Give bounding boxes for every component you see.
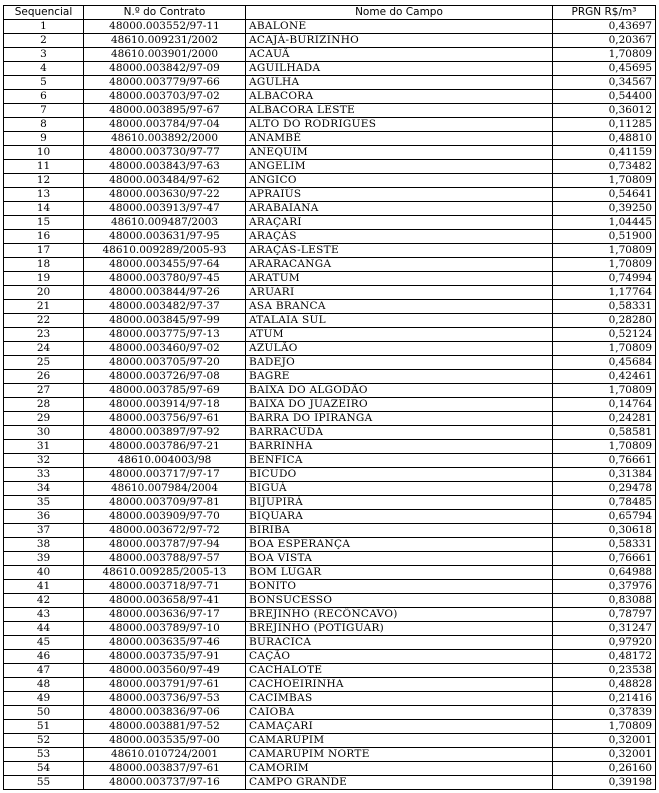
contract-cell: 48000.003837/97-61 — [84, 762, 246, 776]
table-row — [4, 664, 656, 678]
contract-cell: 48000.003756/97-61 — [84, 412, 246, 426]
seq-cell: 7 — [4, 104, 84, 118]
table-row — [4, 412, 656, 426]
seq-cell: 38 — [4, 538, 84, 552]
field-name-cell: AZULÃO — [246, 342, 553, 356]
table-row — [4, 622, 656, 636]
seq-cell: 16 — [4, 230, 84, 244]
contract-cell: 48000.003737/97-16 — [84, 776, 246, 790]
prgn-cell: 0,39250 — [553, 202, 656, 216]
field-name-cell: BIJUPIRÁ — [246, 496, 553, 510]
seq-cell: 22 — [4, 314, 84, 328]
contract-cell: 48000.003484/97-62 — [84, 174, 246, 188]
table-row — [4, 706, 656, 720]
seq-cell: 33 — [4, 468, 84, 482]
contract-cell: 48000.003913/97-47 — [84, 202, 246, 216]
prgn-cell: 0,45684 — [553, 356, 656, 370]
table-row — [4, 356, 656, 370]
contract-cell: 48000.003635/97-46 — [84, 636, 246, 650]
field-name-cell: ARAÇARI — [246, 216, 553, 230]
prgn-cell: 0,48172 — [553, 650, 656, 664]
table-row — [4, 426, 656, 440]
field-name-cell: APRAIÚS — [246, 188, 553, 202]
prgn-cell: 0,11285 — [553, 118, 656, 132]
seq-cell: 35 — [4, 496, 84, 510]
prgn-cell: 0,73482 — [553, 160, 656, 174]
seq-cell: 45 — [4, 636, 84, 650]
contract-cell: 48000.003672/97-72 — [84, 524, 246, 538]
contract-cell: 48000.003914/97-18 — [84, 398, 246, 412]
contract-cell: 48000.003535/97-00 — [84, 734, 246, 748]
contract-cell: 48610.009285/2005-13 — [84, 566, 246, 580]
prgn-cell: 1,70809 — [553, 258, 656, 272]
table-row — [4, 608, 656, 622]
field-name-cell: CAMORIM — [246, 762, 553, 776]
prgn-cell: 0,48810 — [553, 132, 656, 146]
field-name-cell: AGULHA — [246, 76, 553, 90]
field-name-cell: BARRACUDA — [246, 426, 553, 440]
table-body — [4, 20, 656, 790]
seq-cell: 41 — [4, 580, 84, 594]
table-row — [4, 776, 656, 790]
table-row — [4, 146, 656, 160]
prgn-cell: 1,04445 — [553, 216, 656, 230]
field-name-cell: ALBACORA LESTE — [246, 104, 553, 118]
table-row — [4, 314, 656, 328]
prgn-cell: 1,70809 — [553, 244, 656, 258]
table-row — [4, 244, 656, 258]
contract-cell: 48000.003730/97-77 — [84, 146, 246, 160]
contract-cell: 48000.003658/97-41 — [84, 594, 246, 608]
prgn-cell: 0,58581 — [553, 426, 656, 440]
prgn-cell: 0,97920 — [553, 636, 656, 650]
prgn-cell: 0,32001 — [553, 748, 656, 762]
contract-cell: 48000.003736/97-53 — [84, 692, 246, 706]
field-name-cell: CACIMBAS — [246, 692, 553, 706]
contract-cell: 48000.003789/97-10 — [84, 622, 246, 636]
field-name-cell: BADEJO — [246, 356, 553, 370]
table-row — [4, 216, 656, 230]
prgn-cell: 0,37976 — [553, 580, 656, 594]
seq-cell: 36 — [4, 510, 84, 524]
seq-cell: 53 — [4, 748, 84, 762]
seq-cell: 39 — [4, 552, 84, 566]
prgn-cell: 0,30618 — [553, 524, 656, 538]
field-name-cell: BREJINHO (POTIGUAR) — [246, 622, 553, 636]
seq-cell: 1 — [4, 20, 84, 34]
contract-cell: 48000.003784/97-04 — [84, 118, 246, 132]
table-row — [4, 384, 656, 398]
contract-cell: 48000.003631/97-95 — [84, 230, 246, 244]
field-name-cell: ANEQUIM — [246, 146, 553, 160]
field-name-cell: ANGELIM — [246, 160, 553, 174]
prgn-cell: 0,28280 — [553, 314, 656, 328]
field-name-cell: ANAMBÉ — [246, 132, 553, 146]
field-name-cell: ACAJÁ-BURIZINHO — [246, 34, 553, 48]
contract-cell: 48000.003630/97-22 — [84, 188, 246, 202]
prgn-cell: 1,70809 — [553, 384, 656, 398]
contract-cell: 48000.003897/97-92 — [84, 426, 246, 440]
contract-cell: 48000.003779/97-66 — [84, 76, 246, 90]
seq-cell: 49 — [4, 692, 84, 706]
contract-cell: 48000.003482/97-37 — [84, 300, 246, 314]
field-name-cell: ABALONE — [246, 20, 553, 34]
field-name-cell: CACHALOTE — [246, 664, 553, 678]
prgn-cell: 0,20367 — [553, 34, 656, 48]
table-row — [4, 62, 656, 76]
field-name-cell: ATUM — [246, 328, 553, 342]
contract-cell: 48610.004003/98 — [84, 454, 246, 468]
field-name-cell: CAMAÇARI — [246, 720, 553, 734]
seq-cell: 9 — [4, 132, 84, 146]
prgn-cell: 0,43697 — [553, 20, 656, 34]
seq-cell: 52 — [4, 734, 84, 748]
contract-cell: 48610.009487/2003 — [84, 216, 246, 230]
seq-cell: 44 — [4, 622, 84, 636]
table-row — [4, 510, 656, 524]
table-row — [4, 342, 656, 356]
table-row — [4, 286, 656, 300]
table-row — [4, 524, 656, 538]
field-name-cell: ACAUÃ — [246, 48, 553, 62]
prgn-cell: 0,31247 — [553, 622, 656, 636]
prgn-cell: 0,23538 — [553, 664, 656, 678]
table-row — [4, 552, 656, 566]
contract-cell: 48000.003703/97-02 — [84, 90, 246, 104]
table-row — [4, 594, 656, 608]
seq-cell: 17 — [4, 244, 84, 258]
header-prgn: PRGN R$/m³ — [553, 6, 656, 20]
prgn-cell: 0,26160 — [553, 762, 656, 776]
field-name-cell: CAMPO GRANDE — [246, 776, 553, 790]
prgn-cell: 0,58331 — [553, 300, 656, 314]
seq-cell: 37 — [4, 524, 84, 538]
seq-cell: 20 — [4, 286, 84, 300]
field-name-cell: BENFICA — [246, 454, 553, 468]
seq-cell: 42 — [4, 594, 84, 608]
seq-cell: 47 — [4, 664, 84, 678]
field-name-cell: ARUARI — [246, 286, 553, 300]
field-name-cell: ALTO DO RODRIGUES — [246, 118, 553, 132]
prgn-cell: 0,45695 — [553, 62, 656, 76]
seq-cell: 31 — [4, 440, 84, 454]
contract-cell: 48000.003845/97-99 — [84, 314, 246, 328]
table-row — [4, 538, 656, 552]
table-row — [4, 272, 656, 286]
prgn-cell: 0,58331 — [553, 538, 656, 552]
field-name-cell: ALBACORA — [246, 90, 553, 104]
field-name-cell: BOA VISTA — [246, 552, 553, 566]
seq-cell: 11 — [4, 160, 84, 174]
seq-cell: 21 — [4, 300, 84, 314]
seq-cell: 15 — [4, 216, 84, 230]
field-name-cell: CAMARUPIM NORTE — [246, 748, 553, 762]
prgn-cell: 0,34567 — [553, 76, 656, 90]
field-name-cell: BIRIBA — [246, 524, 553, 538]
field-name-cell: ATALAIA SUL — [246, 314, 553, 328]
table-row — [4, 300, 656, 314]
contract-cell: 48000.003842/97-09 — [84, 62, 246, 76]
table-header — [4, 6, 656, 20]
contract-cell: 48000.003881/97-52 — [84, 720, 246, 734]
field-name-cell: BOM LUGAR — [246, 566, 553, 580]
contract-cell: 48000.003780/97-45 — [84, 272, 246, 286]
table-row — [4, 188, 656, 202]
contract-cell: 48000.003895/97-67 — [84, 104, 246, 118]
seq-cell: 28 — [4, 398, 84, 412]
table-row — [4, 692, 656, 706]
field-name-cell: BAGRE — [246, 370, 553, 384]
contract-cell: 48000.003836/97-06 — [84, 706, 246, 720]
seq-cell: 24 — [4, 342, 84, 356]
field-name-cell: ARABAIANA — [246, 202, 553, 216]
prgn-cell: 0,51900 — [553, 230, 656, 244]
table-row — [4, 734, 656, 748]
prgn-cell: 0,52124 — [553, 328, 656, 342]
prgn-cell: 0,76661 — [553, 454, 656, 468]
seq-cell: 5 — [4, 76, 84, 90]
seq-cell: 54 — [4, 762, 84, 776]
contract-cell: 48000.003844/97-26 — [84, 286, 246, 300]
field-name-cell: BAIXA DO JUAZEIRO — [246, 398, 553, 412]
prgn-cell: 0,76661 — [553, 552, 656, 566]
field-name-cell: CACHOEIRINHA — [246, 678, 553, 692]
table-row — [4, 34, 656, 48]
table-row — [4, 90, 656, 104]
seq-cell: 6 — [4, 90, 84, 104]
seq-cell: 18 — [4, 258, 84, 272]
seq-cell: 13 — [4, 188, 84, 202]
prgn-cell: 0,21416 — [553, 692, 656, 706]
contract-cell: 48000.003560/97-49 — [84, 664, 246, 678]
seq-cell: 51 — [4, 720, 84, 734]
field-name-cell: BONSUCESSO — [246, 594, 553, 608]
prgn-cell: 0,83088 — [553, 594, 656, 608]
prgn-cell: 0,31384 — [553, 468, 656, 482]
table-row — [4, 468, 656, 482]
table-row — [4, 328, 656, 342]
field-name-cell: BIQUARA — [246, 510, 553, 524]
field-name-cell: ARARACANGA — [246, 258, 553, 272]
prgn-cell: 0,39198 — [553, 776, 656, 790]
field-prices-table — [3, 5, 656, 790]
prgn-cell: 0,42461 — [553, 370, 656, 384]
seq-cell: 27 — [4, 384, 84, 398]
table-row — [4, 258, 656, 272]
table-row — [4, 104, 656, 118]
prgn-cell: 0,78797 — [553, 608, 656, 622]
header-sequencial: Sequencial — [4, 6, 84, 20]
contract-cell: 48000.003460/97-02 — [84, 342, 246, 356]
table-row — [4, 398, 656, 412]
table-row — [4, 48, 656, 62]
seq-cell: 40 — [4, 566, 84, 580]
field-name-cell: AGUILHADA — [246, 62, 553, 76]
seq-cell: 4 — [4, 62, 84, 76]
field-name-cell: BAIXA DO ALGODÃO — [246, 384, 553, 398]
table-row — [4, 636, 656, 650]
prgn-cell: 1,70809 — [553, 440, 656, 454]
field-name-cell: BARRA DO IPIRANGA — [246, 412, 553, 426]
field-name-cell: BOA ESPERANÇA — [246, 538, 553, 552]
table-row — [4, 580, 656, 594]
contract-cell: 48000.003552/97-11 — [84, 20, 246, 34]
field-name-cell: ASA BRANCA — [246, 300, 553, 314]
contract-cell: 48000.003786/97-21 — [84, 440, 246, 454]
field-name-cell: ARATUM — [246, 272, 553, 286]
field-name-cell: CAÇÃO — [246, 650, 553, 664]
field-name-cell: BURACICA — [246, 636, 553, 650]
table-row — [4, 678, 656, 692]
table-row — [4, 566, 656, 580]
prgn-cell: 0,14764 — [553, 398, 656, 412]
prgn-cell: 0,54641 — [553, 188, 656, 202]
contract-cell: 48610.003901/2000 — [84, 48, 246, 62]
table-row — [4, 762, 656, 776]
contract-cell: 48000.003735/97-91 — [84, 650, 246, 664]
prgn-cell: 1,70809 — [553, 174, 656, 188]
contract-cell: 48000.003709/97-81 — [84, 496, 246, 510]
prgn-cell: 1,70809 — [553, 342, 656, 356]
contract-cell: 48610.003892/2000 — [84, 132, 246, 146]
table-row — [4, 454, 656, 468]
seq-cell: 55 — [4, 776, 84, 790]
seq-cell: 30 — [4, 426, 84, 440]
contract-cell: 48610.007984/2004 — [84, 482, 246, 496]
prgn-cell: 0,32001 — [553, 734, 656, 748]
contract-cell: 48000.003909/97-70 — [84, 510, 246, 524]
field-name-cell: BICUDO — [246, 468, 553, 482]
table-row — [4, 440, 656, 454]
contract-cell: 48000.003788/97-57 — [84, 552, 246, 566]
seq-cell: 10 — [4, 146, 84, 160]
field-name-cell: BARRINHA — [246, 440, 553, 454]
seq-cell: 46 — [4, 650, 84, 664]
seq-cell: 48 — [4, 678, 84, 692]
table-row — [4, 720, 656, 734]
contract-cell: 48000.003636/97-17 — [84, 608, 246, 622]
table-row — [4, 496, 656, 510]
field-name-cell: BIGUÁ — [246, 482, 553, 496]
prgn-cell: 0,41159 — [553, 146, 656, 160]
seq-cell: 12 — [4, 174, 84, 188]
prgn-cell: 0,65794 — [553, 510, 656, 524]
prgn-cell: 1,70809 — [553, 48, 656, 62]
seq-cell: 2 — [4, 34, 84, 48]
header-row — [4, 6, 656, 20]
seq-cell: 14 — [4, 202, 84, 216]
prgn-cell: 0,64988 — [553, 566, 656, 580]
table-row — [4, 174, 656, 188]
seq-cell: 34 — [4, 482, 84, 496]
seq-cell: 26 — [4, 370, 84, 384]
contract-cell: 48000.003791/97-61 — [84, 678, 246, 692]
contract-cell: 48000.003843/97-63 — [84, 160, 246, 174]
contract-cell: 48610.009289/2005-93 — [84, 244, 246, 258]
prgn-cell: 0,29478 — [553, 482, 656, 496]
field-name-cell: ANGICO — [246, 174, 553, 188]
field-name-cell: ARAÇÁS — [246, 230, 553, 244]
seq-cell: 19 — [4, 272, 84, 286]
table-row — [4, 650, 656, 664]
contract-cell: 48000.003785/97-69 — [84, 384, 246, 398]
field-name-cell: CAMARUPIM — [246, 734, 553, 748]
seq-cell: 3 — [4, 48, 84, 62]
prgn-cell: 0,78485 — [553, 496, 656, 510]
prgn-cell: 0,37839 — [553, 706, 656, 720]
seq-cell: 25 — [4, 356, 84, 370]
field-name-cell: ARAÇÁS-LESTE — [246, 244, 553, 258]
contract-cell: 48000.003455/97-64 — [84, 258, 246, 272]
seq-cell: 50 — [4, 706, 84, 720]
table-row — [4, 202, 656, 216]
table-row — [4, 20, 656, 34]
field-name-cell: BREJINHO (RECÔNCAVO) — [246, 608, 553, 622]
table-row — [4, 160, 656, 174]
table-row — [4, 132, 656, 146]
prgn-cell: 0,24281 — [553, 412, 656, 426]
contract-cell: 48000.003787/97-94 — [84, 538, 246, 552]
table-row — [4, 118, 656, 132]
table-row — [4, 370, 656, 384]
field-name-cell: BONITO — [246, 580, 553, 594]
contract-cell: 48610.010724/2001 — [84, 748, 246, 762]
header-field-name: Nome do Campo — [246, 6, 553, 20]
contract-cell: 48000.003775/97-13 — [84, 328, 246, 342]
contract-cell: 48000.003705/97-20 — [84, 356, 246, 370]
seq-cell: 23 — [4, 328, 84, 342]
field-name-cell: CAIOBA — [246, 706, 553, 720]
prgn-cell: 0,48828 — [553, 678, 656, 692]
seq-cell: 29 — [4, 412, 84, 426]
table-row — [4, 76, 656, 90]
table-row — [4, 230, 656, 244]
seq-cell: 8 — [4, 118, 84, 132]
contract-cell: 48000.003717/97-17 — [84, 468, 246, 482]
prgn-cell: 0,36012 — [553, 104, 656, 118]
prgn-cell: 1,17764 — [553, 286, 656, 300]
contract-cell: 48000.003726/97-08 — [84, 370, 246, 384]
prgn-cell: 1,70809 — [553, 720, 656, 734]
seq-cell: 43 — [4, 608, 84, 622]
header-contract-number: N.º do Contrato — [84, 6, 246, 20]
seq-cell: 32 — [4, 454, 84, 468]
contract-cell: 48610.009231/2002 — [84, 34, 246, 48]
contract-cell: 48000.003718/97-71 — [84, 580, 246, 594]
prgn-cell: 0,74994 — [553, 272, 656, 286]
prgn-cell: 0,54400 — [553, 90, 656, 104]
table-row — [4, 748, 656, 762]
table-row — [4, 482, 656, 496]
